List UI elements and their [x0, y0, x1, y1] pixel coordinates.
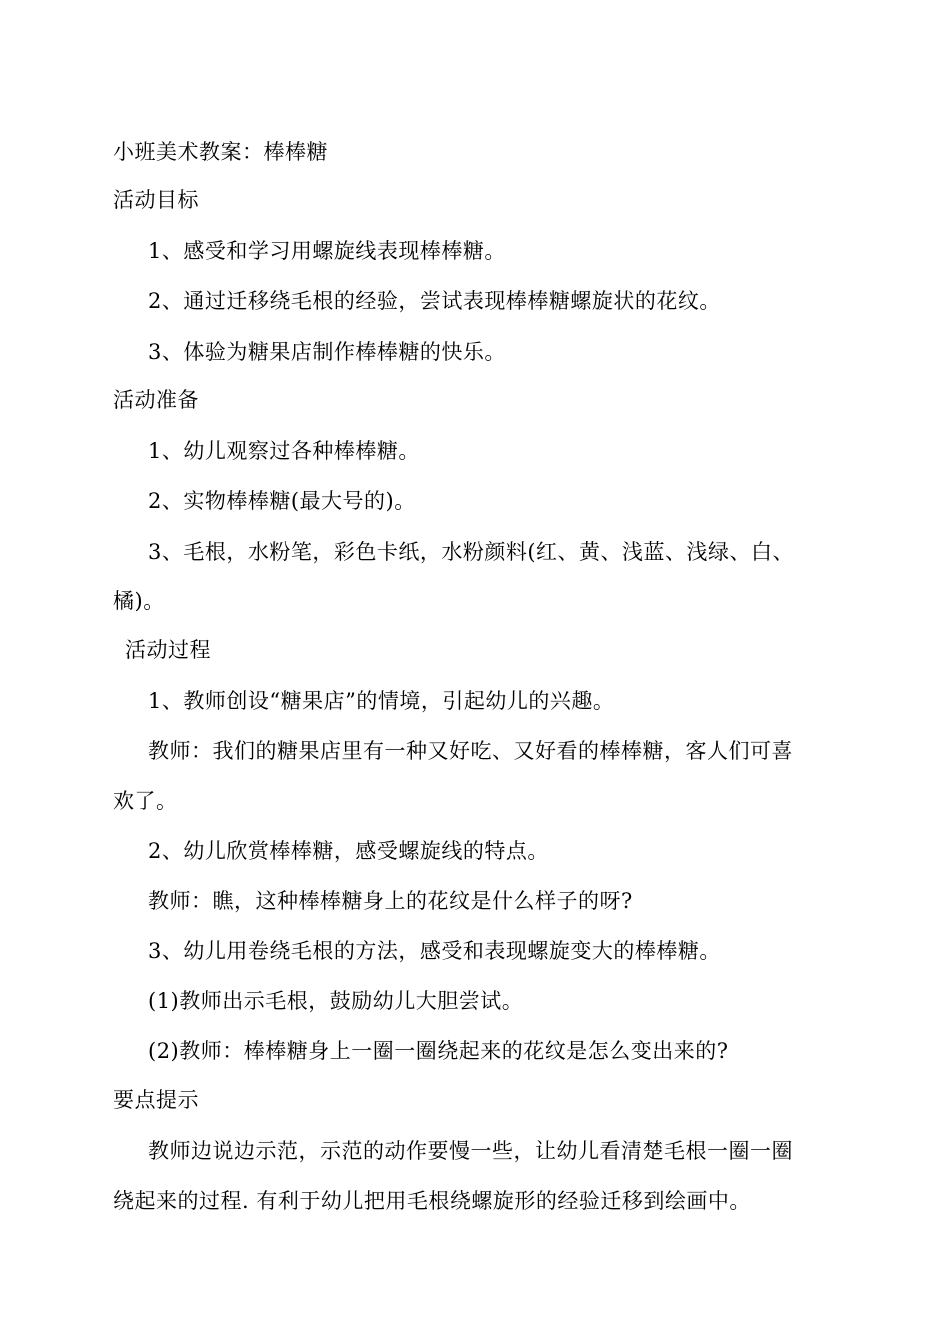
process-paragraph-1: 1、教师创设“糖果店”的情境，引起幼儿的兴趣。: [148, 689, 615, 713]
prep-item-3-line-2: 橘)。: [113, 589, 165, 613]
process-paragraph-4: 教师：瞧，这种棒棒糖身上的花纹是什么样子的呀?: [148, 889, 633, 913]
tips-paragraph-line-1: 教师边说边示范，示范的动作要慢一些，让幼儿看清楚毛根一圈一圈: [148, 1139, 793, 1163]
prep-item-3-line-1: 3、毛根，水粉笔，彩色卡纸，水粉颜料(红、黄、浅蓝、浅绿、白、: [148, 540, 795, 564]
process-paragraph-3: 2、幼儿欣赏棒棒糖，感受螺旋线的特点。: [148, 839, 549, 863]
section-heading-tips: 要点提示: [113, 1088, 199, 1112]
section-heading-process: 活动过程: [125, 638, 211, 662]
document-title: 小班美术教案：棒棒糖: [113, 140, 328, 164]
goal-item-3: 3、体验为糖果店制作棒棒糖的快乐。: [148, 340, 506, 364]
process-paragraph-2-line-1: 教师：我们的糖果店里有一种又好吃、又好看的棒棒糖，客人们可喜: [148, 739, 793, 763]
section-heading-goals: 活动目标: [113, 188, 199, 212]
process-paragraph-5: 3、幼儿用卷绕毛根的方法，感受和表现螺旋变大的棒棒糖。: [148, 939, 721, 963]
prep-item-1: 1、幼儿观察过各种棒棒糖。: [148, 439, 420, 463]
tips-paragraph-line-2: 绕起来的过程. 有利于幼儿把用毛根绕螺旋形的经验迁移到绘画中。: [113, 1189, 751, 1213]
prep-item-2: 2、实物棒棒糖(最大号的)。: [148, 489, 416, 513]
goal-item-2: 2、通过迁移绕毛根的经验，尝试表现棒棒糖螺旋状的花纹。: [148, 289, 721, 313]
process-paragraph-6: (1)教师出示毛根，鼓励幼儿大胆尝试。: [148, 989, 524, 1013]
goal-item-1: 1、感受和学习用螺旋线表现棒棒糖。: [148, 239, 506, 263]
process-paragraph-2-line-2: 欢了。: [113, 789, 178, 813]
process-paragraph-7: (2)教师：棒棒糖身上一圈一圈绕起来的花纹是怎么变出来的?: [148, 1039, 729, 1063]
section-heading-prep: 活动准备: [113, 388, 199, 412]
